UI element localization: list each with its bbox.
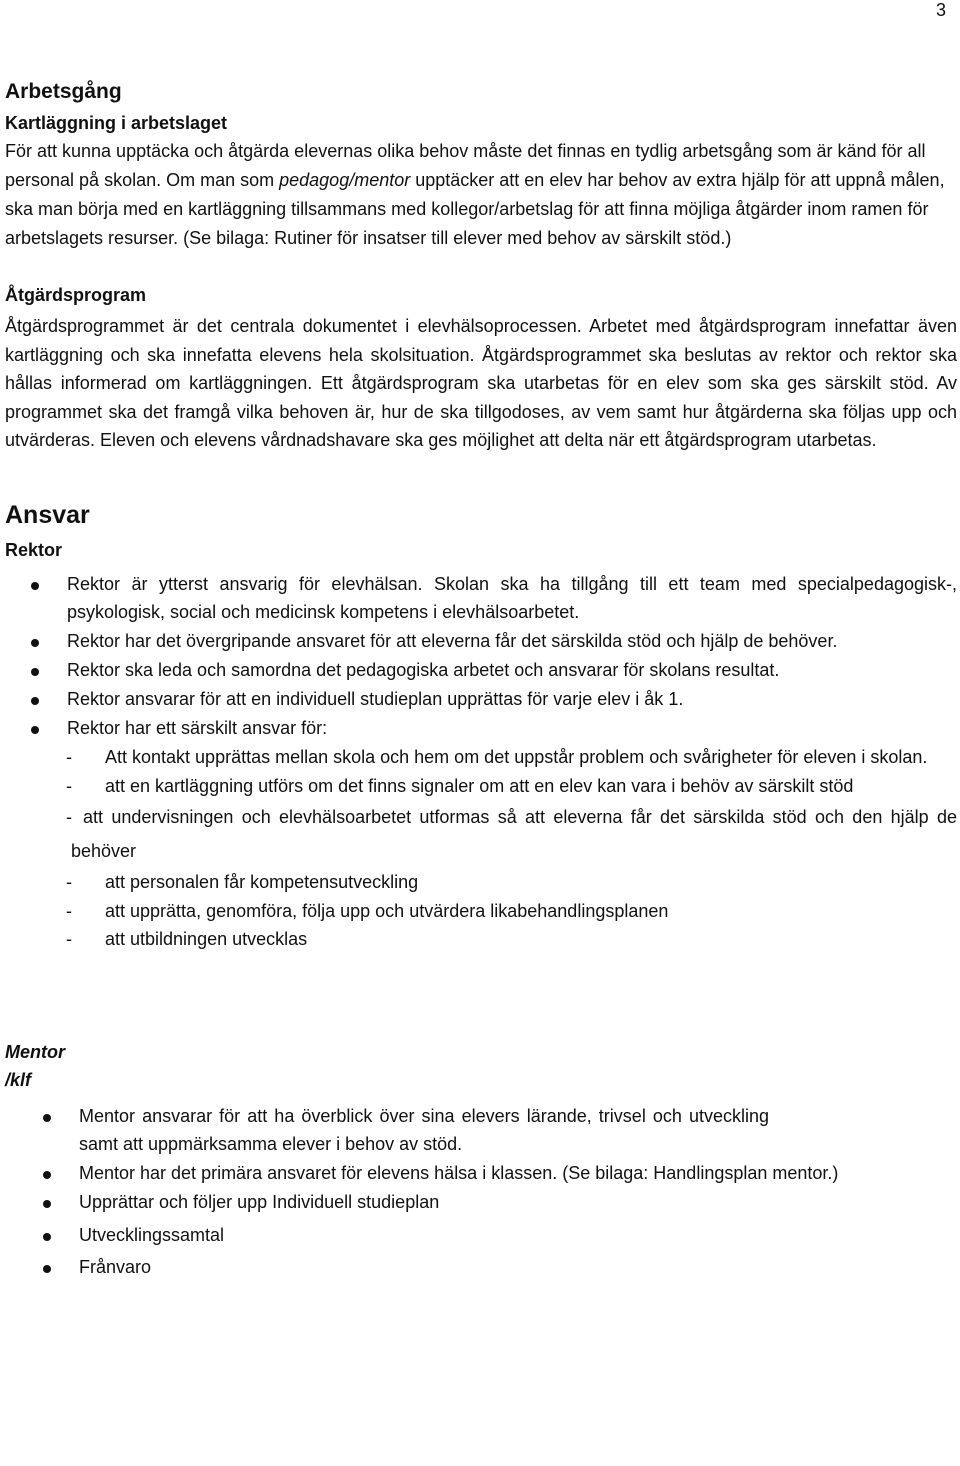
list-item bbox=[5, 1221, 950, 1250]
list-item-text: Utvecklingssamtal bbox=[79, 1224, 225, 1245]
subheading-kartlaggning: Kartläggning i arbetslaget bbox=[5, 113, 228, 133]
list-item-text: Mentor har det primära ansvaret för elevens hälsa i klassen. (Se bilaga: Handlingsplan mentor.) bbox=[79, 1162, 839, 1183]
list-item-text: Rektor ska leda och samordna det pedagogiska arbetet och ansvarar för skolans resultat. bbox=[67, 660, 780, 681]
dash-item bbox=[5, 925, 957, 954]
list-item bbox=[5, 1102, 769, 1159]
paragraph-atgardsprogram: Åtgärdsprogrammet är det centrala dokumentet i elevhälsoprocessen. Arbetet med åtgärdsprogram innefattar även kartläggning och ska innefatta elevens hela skolsituation. Åtgärdsprogrammet ska beslutas av rektor och rektor ska hållas informerad om kartläggningen. Ett åtgärdsprogram ska utarbetas för en elev som ska ges särskilt stöd. Av programmet ska det framgå vilka behoven är, hur de ska tillgodoses, av vem samt hur åtgärderna ska följas upp och utvärderas. Eleven och elevens vårdnadshavare ska ges möjlighet att delta när ett åtgärdsprogram utarbetas. bbox=[5, 316, 957, 451]
paragraph-arbetsgang bbox=[5, 137, 955, 253]
list-item-text: Rektor har det övergripande ansvaret för att eleverna får det särskilda stöd och hjälp de behöver. bbox=[67, 631, 838, 652]
list-item-text: Frånvaro bbox=[79, 1257, 152, 1278]
dash-marker: - bbox=[66, 872, 72, 893]
dash-item-text: att undervisningen och elevhälsoarbetet utformas så att eleverna får det särskilda stöd och den hjälp de behöver bbox=[71, 807, 957, 862]
dash-item-text: att personalen får kompetensutveckling bbox=[105, 872, 419, 893]
list-item bbox=[5, 1253, 950, 1282]
bullet-icon bbox=[43, 1114, 51, 1122]
rektor-bullet-list bbox=[5, 570, 957, 743]
mentor-bullet-list bbox=[5, 1102, 950, 1282]
dash-marker: - bbox=[66, 775, 72, 796]
paragraph-arbetsgang-part1: För att kunna upptäcka och åtgärda elevernas olika behov måste det finnas en tydlig arbetsgång som är känd för all personal på skolan. Om man som bbox=[5, 141, 926, 190]
bullet-icon bbox=[43, 1200, 51, 1208]
document-content bbox=[5, 78, 957, 1282]
dash-item-text: att utbildningen utvecklas bbox=[105, 929, 308, 950]
dash-item-text: Att kontakt upprättas mellan skola och hem om det uppstår problem och svårigheter för eleven i skolan. bbox=[105, 747, 928, 768]
list-item bbox=[5, 714, 957, 743]
dash-marker: - bbox=[66, 807, 72, 828]
list-item bbox=[5, 656, 957, 685]
bullet-icon bbox=[43, 1171, 51, 1179]
rektor-dash-list bbox=[5, 743, 957, 954]
bullet-icon bbox=[31, 668, 39, 676]
heading-rektor: Rektor bbox=[5, 539, 63, 560]
list-item-text: Rektor är ytterst ansvarig för elevhälsan. Skolan ska ha tillgång till ett team med specialpedagogisk-, psykologisk, social och medicinsk kompetens i elevhälsoarbetet. bbox=[67, 573, 957, 623]
heading-arbetsgang: Arbetsgång bbox=[5, 80, 122, 103]
dash-item-text: att upprätta, genomföra, följa upp och utvärdera likabehandlingsplanen bbox=[105, 900, 669, 921]
list-item bbox=[5, 570, 957, 627]
dash-item bbox=[5, 743, 957, 772]
dash-marker: - bbox=[66, 747, 72, 768]
heading-mentor: Mentor bbox=[5, 1041, 65, 1062]
heading-klf: /klf bbox=[5, 1069, 32, 1090]
list-item-text: Upprättar och följer upp Individuell studieplan bbox=[79, 1192, 440, 1213]
bullet-icon bbox=[31, 639, 39, 647]
bullet-icon bbox=[31, 726, 39, 734]
list-item-text: Mentor ansvarar för att ha överblick över sina elevers lärande, trivsel och utveckling samt att uppmärksamma elever i behov av stöd. bbox=[79, 1105, 769, 1155]
bullet-icon bbox=[31, 697, 39, 705]
dash-item bbox=[5, 897, 957, 926]
dash-item-text: att en kartläggning utförs om det finns signaler om att en elev kan vara i behöv av särskilt stöd bbox=[105, 775, 854, 796]
bullet-icon bbox=[43, 1233, 51, 1241]
list-item-text: Rektor ansvarar för att en individuell studieplan upprättas för varje elev i åk 1. bbox=[67, 689, 684, 710]
page-number: 3 bbox=[935, 0, 946, 20]
list-item bbox=[5, 1159, 950, 1188]
list-item bbox=[5, 1188, 950, 1217]
dash-marker: - bbox=[66, 900, 72, 921]
dash-item bbox=[5, 800, 957, 868]
list-item-text: Rektor har ett särskilt ansvar för: bbox=[67, 718, 328, 739]
list-item bbox=[5, 627, 957, 656]
dash-marker: - bbox=[66, 929, 72, 950]
paragraph-arbetsgang-italic: pedagog/mentor bbox=[279, 170, 411, 190]
dash-item bbox=[5, 772, 957, 801]
paragraph-arbetsgang-part2: upptäcker att en elev har behov av extra hjälp för att uppnå målen, ska man börja med en kartläggning tillsammans med kollegor/arbetslag för att finna möjliga åtgärder inom ramen för arbetslagets resurser. (Se bilaga: Rutiner för insatser till elever med behov av särskilt stöd.) bbox=[5, 170, 945, 248]
heading-atgardsprogram: Åtgärdsprogram bbox=[5, 285, 147, 305]
bullet-icon bbox=[31, 582, 39, 590]
list-item bbox=[5, 685, 957, 714]
bullet-icon bbox=[43, 1265, 51, 1273]
dash-item bbox=[5, 868, 957, 897]
heading-ansvar: Ansvar bbox=[5, 500, 90, 529]
